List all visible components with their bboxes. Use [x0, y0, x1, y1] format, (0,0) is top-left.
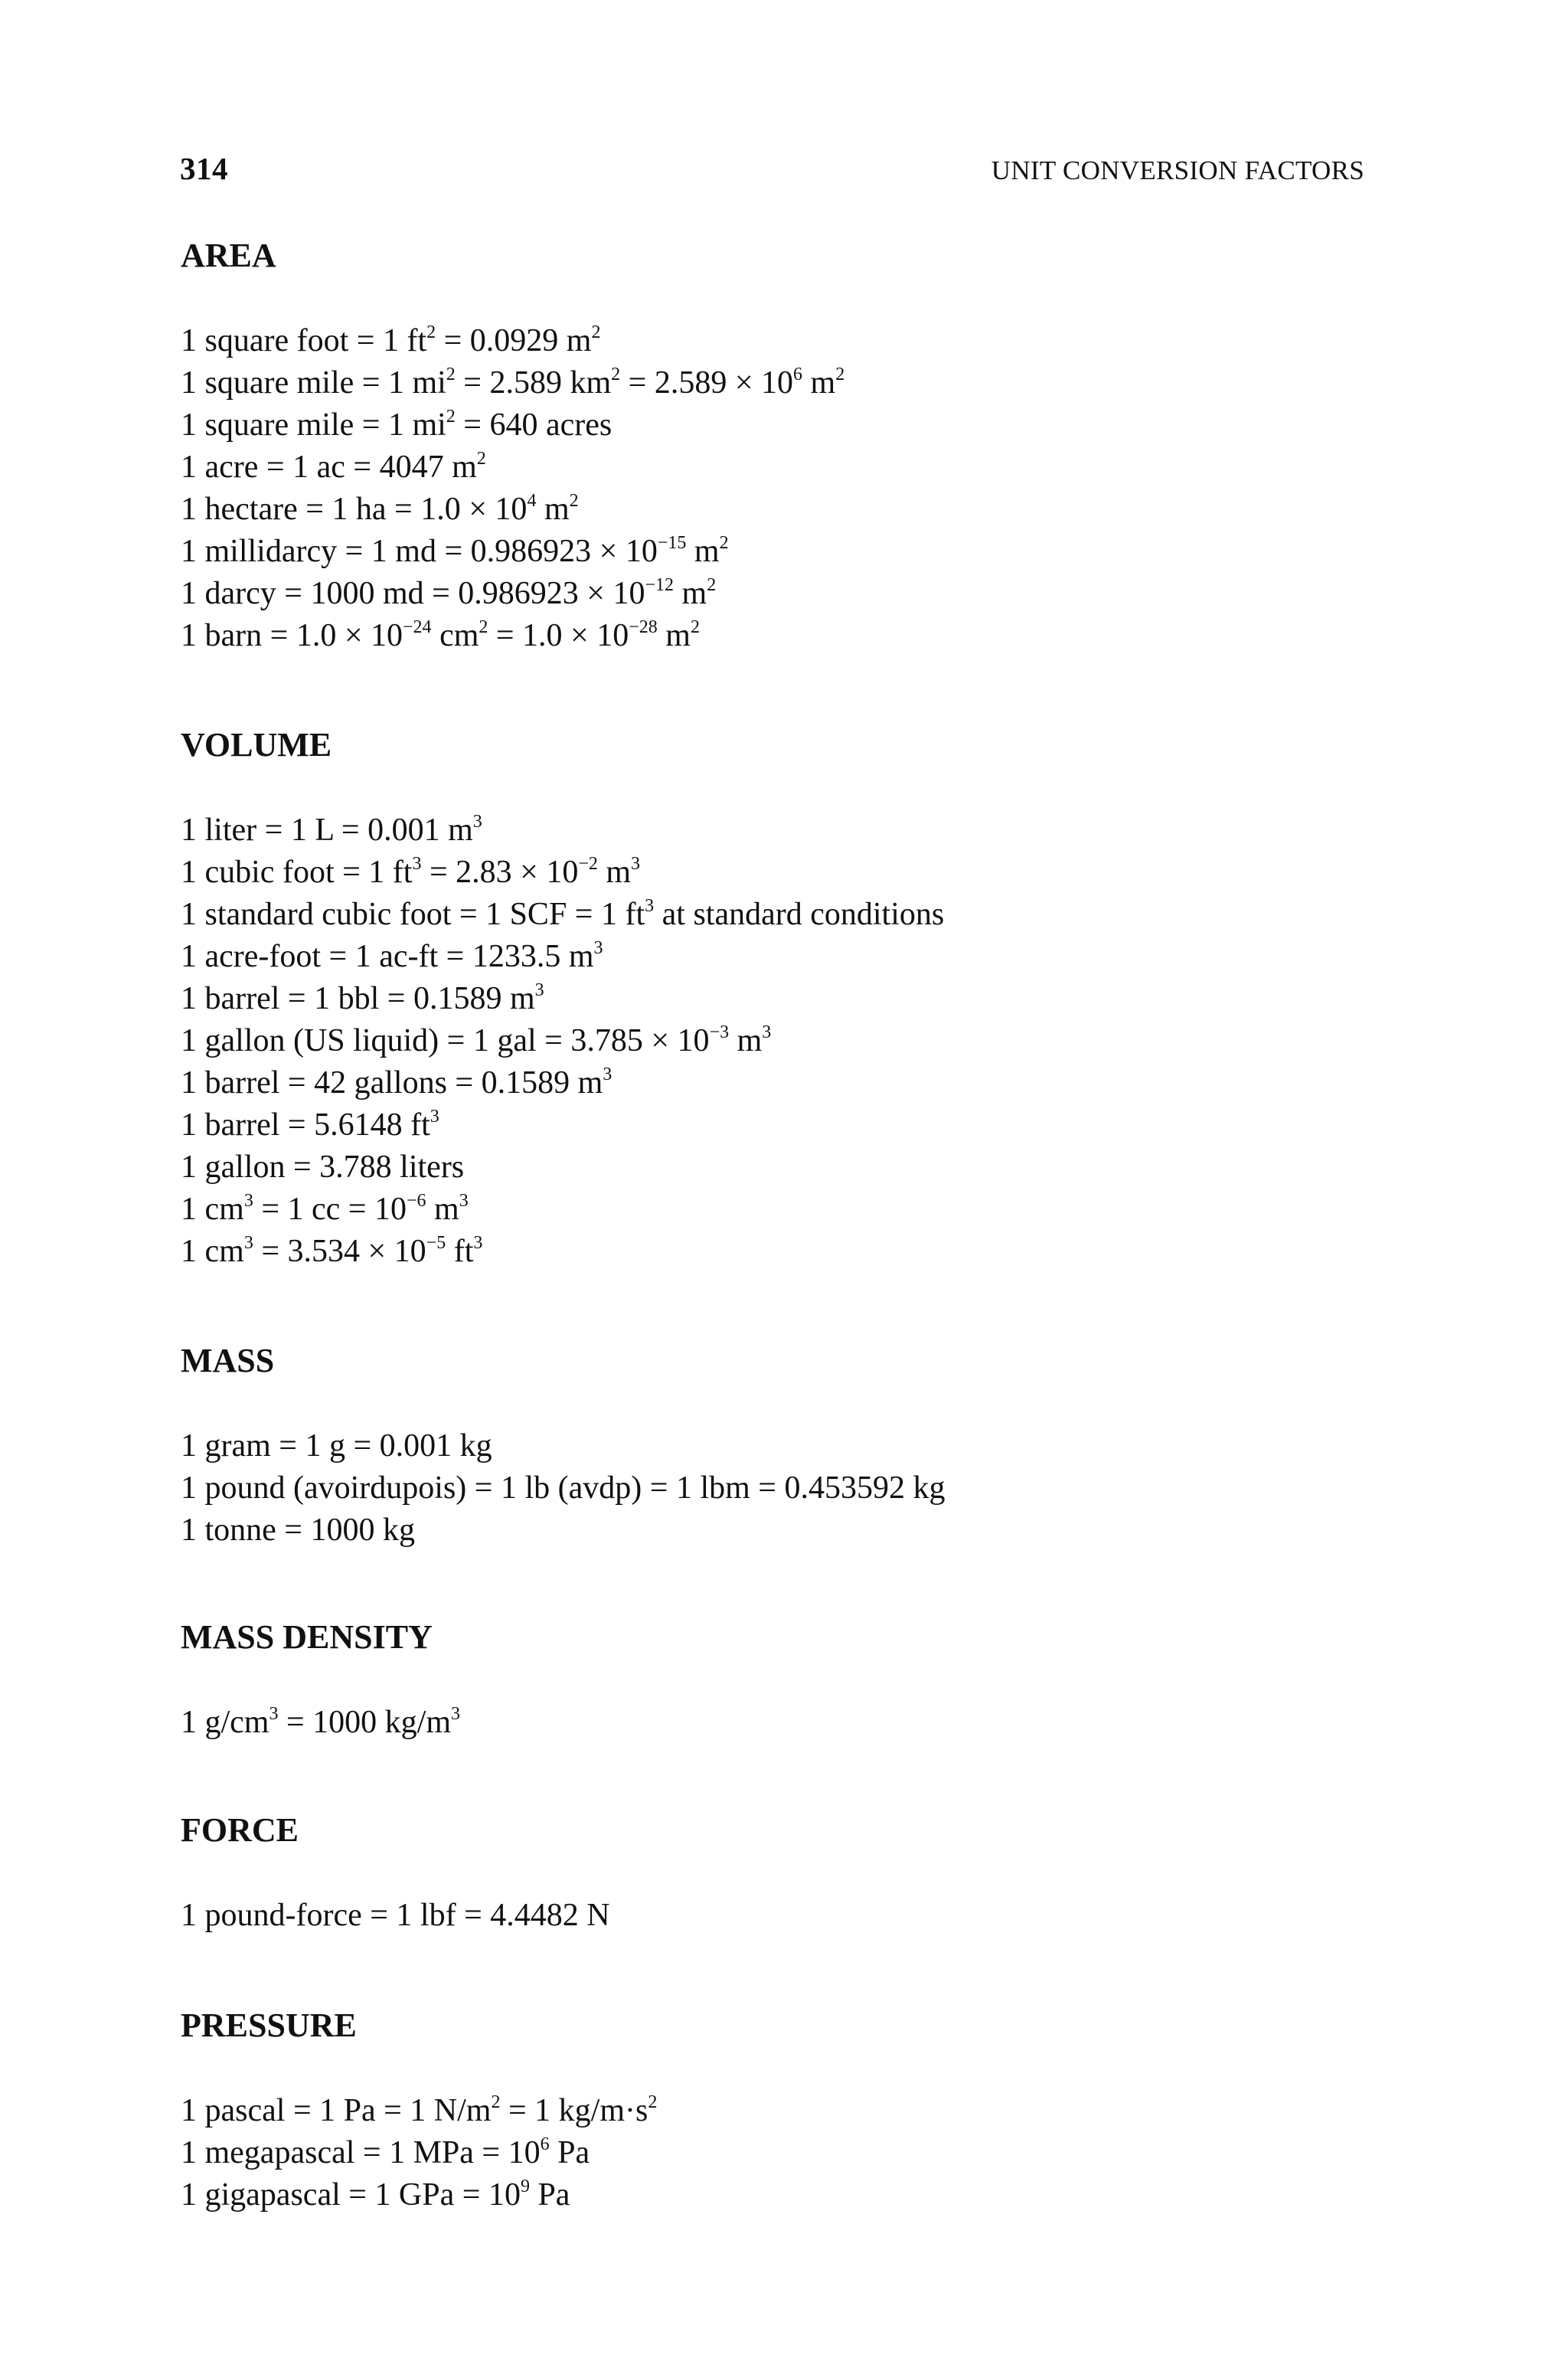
conversion-line	[181, 894, 1375, 936]
text-run: 1 gram = 1 g = 0.001 kg	[181, 1428, 492, 1464]
text-run: 1 darcy = 1000 md = 0.986923 × 10	[181, 576, 645, 611]
conversion-line	[181, 1062, 1375, 1104]
text-run: ft	[446, 1234, 474, 1269]
section-pressure	[181, 2006, 1375, 2216]
conversion-line	[181, 615, 1375, 657]
conversion-list	[181, 810, 1375, 1273]
conversion-list	[181, 1425, 1375, 1552]
conversion-line	[181, 1231, 1375, 1273]
text-run: = 640 acres	[455, 407, 612, 443]
running-title: UNIT CONVERSION FACTORS	[991, 155, 1364, 185]
text-run: 1 hectare = 1 ha = 1.0 × 10	[181, 492, 528, 527]
text-run: m	[657, 618, 691, 653]
superscript: 3	[412, 854, 422, 874]
superscript: 3	[472, 812, 482, 832]
superscript: 3	[762, 1022, 772, 1042]
conversion-line	[181, 362, 1375, 404]
section-force	[181, 1810, 1375, 1937]
superscript: −28	[629, 617, 658, 637]
superscript: 2	[648, 2092, 658, 2112]
text-run: 1 cm	[181, 1234, 244, 1269]
superscript: 6	[540, 2134, 550, 2154]
section-title: MASS DENSITY	[181, 1618, 433, 1656]
superscript: 2	[707, 575, 717, 595]
superscript: 3	[243, 1233, 253, 1253]
text-run: 1 square foot = 1 ft	[181, 323, 427, 358]
text-run: = 0.0929 m	[436, 323, 592, 358]
superscript: 2	[719, 533, 729, 553]
superscript: 2	[479, 617, 488, 637]
text-run: 1 gallon (US liquid) = 1 gal = 3.785 × 10	[181, 1023, 710, 1058]
text-run: 1 acre-foot = 1 ac-ft = 1233.5 m	[181, 939, 594, 974]
conversion-line	[181, 2132, 1375, 2174]
text-run: 1 millidarcy = 1 md = 0.986923 × 10	[181, 534, 658, 569]
conversion-line	[181, 320, 1375, 362]
superscript: 3	[631, 854, 641, 874]
text-run: 1 gallon = 3.788 liters	[181, 1150, 465, 1185]
text-run: m	[536, 492, 570, 527]
superscript: 3	[451, 1704, 461, 1724]
superscript: 4	[527, 491, 537, 511]
conversion-line	[181, 810, 1375, 852]
section-title: AREA	[181, 237, 276, 274]
conversion-line	[181, 1509, 1375, 1552]
conversion-line	[181, 1425, 1375, 1467]
superscript: 3	[243, 1191, 253, 1211]
conversion-list	[181, 1702, 1375, 1744]
section-area	[181, 236, 1375, 657]
superscript: −6	[406, 1191, 426, 1211]
text-run: = 2.589 × 10	[620, 365, 794, 401]
text-run: at standard conditions	[654, 897, 945, 932]
conversion-line	[181, 936, 1375, 978]
text-run: 1 square mile = 1 mi	[181, 407, 446, 443]
text-run: = 2.589 km	[455, 365, 612, 401]
conversion-line	[181, 573, 1375, 615]
text-run: 1 megapascal = 1 MPa = 10	[181, 2135, 541, 2170]
superscript: −5	[426, 1233, 446, 1253]
text-run: m	[802, 365, 836, 401]
text-run: = 1000 kg/m	[278, 1705, 452, 1740]
conversion-line	[181, 446, 1375, 489]
superscript: 3	[459, 1191, 469, 1211]
conversion-line	[181, 2174, 1375, 2216]
text-run: cm	[431, 618, 479, 653]
text-run: = 1 kg/m·s	[500, 2093, 648, 2128]
text-run: = 3.534 × 10	[253, 1234, 426, 1269]
text-run: 1 barrel = 5.6148 ft	[181, 1107, 430, 1143]
conversion-line	[181, 1895, 1375, 1937]
section-volume	[181, 725, 1375, 1273]
text-run: 1 pascal = 1 Pa = 1 N/m	[181, 2093, 492, 2128]
conversion-line	[181, 2090, 1375, 2132]
section-title: MASS	[181, 1342, 275, 1379]
text-run: 1 barn = 1.0 × 10	[181, 618, 403, 653]
superscript: 3	[269, 1704, 279, 1724]
text-run: 1 acre = 1 ac = 4047 m	[181, 450, 477, 485]
superscript: 3	[603, 1065, 612, 1084]
section-title: FORCE	[181, 1811, 299, 1849]
conversion-list	[181, 2090, 1375, 2216]
superscript: 2	[690, 617, 700, 637]
superscript: −15	[657, 533, 687, 553]
superscript: −2	[578, 854, 598, 874]
superscript: 6	[793, 365, 803, 384]
section-mass-density	[181, 1617, 1375, 1744]
conversion-line	[181, 1146, 1375, 1189]
text-run: 1 standard cubic foot = 1 SCF = 1 ft	[181, 897, 645, 932]
superscript: 3	[593, 938, 603, 958]
superscript: −3	[709, 1022, 730, 1042]
superscript: 2	[476, 449, 486, 469]
page-number: 314	[180, 151, 228, 186]
conversion-line	[181, 531, 1375, 573]
superscript: 3	[645, 896, 655, 916]
section-title: PRESSURE	[181, 2007, 357, 2044]
superscript: 2	[569, 491, 579, 511]
conversion-line	[181, 852, 1375, 894]
text-run: 1 barrel = 1 bbl = 0.1589 m	[181, 981, 535, 1016]
text-run: m	[674, 576, 707, 611]
text-run: Pa	[549, 2135, 590, 2170]
conversion-line	[181, 1467, 1375, 1509]
superscript: 3	[430, 1107, 439, 1127]
text-run: Pa	[529, 2177, 570, 2213]
conversion-line	[181, 404, 1375, 446]
text-run: 1 tonne = 1000 kg	[181, 1513, 415, 1548]
conversion-list	[181, 320, 1375, 657]
text-run: m	[597, 855, 632, 890]
superscript: −24	[403, 617, 432, 637]
superscript: 9	[520, 2177, 530, 2196]
conversion-line	[181, 1020, 1375, 1062]
conversion-line	[181, 1104, 1375, 1146]
text-run: 1 liter = 1 L = 0.001 m	[181, 813, 473, 848]
conversion-line	[181, 978, 1375, 1020]
text-run: 1 pound (avoirdupois) = 1 lb (avdp) = 1 lbm = 0.453592 kg	[181, 1470, 946, 1506]
superscript: 3	[473, 1233, 483, 1253]
text-run: 1 cm	[181, 1192, 244, 1227]
page-header	[180, 150, 1364, 196]
text-run: 1 barrel = 42 gallons = 0.1589 m	[181, 1065, 603, 1101]
text-run: 1 square mile = 1 mi	[181, 365, 446, 401]
text-run: m	[729, 1023, 763, 1058]
superscript: 2	[591, 322, 601, 342]
text-run: 1 gigapascal = 1 GPa = 10	[181, 2177, 521, 2213]
text-run: 1 cubic foot = 1 ft	[181, 855, 413, 890]
section-title: VOLUME	[181, 726, 332, 764]
text-run: 1 pound-force = 1 lbf = 4.4482 N	[181, 1898, 610, 1933]
superscript: 2	[835, 365, 845, 384]
superscript: −12	[645, 575, 675, 595]
superscript: 2	[426, 322, 436, 342]
superscript: 2	[446, 407, 456, 427]
section-mass	[181, 1341, 1375, 1552]
text-run: 1 g/cm	[181, 1705, 270, 1740]
superscript: 2	[611, 365, 621, 384]
text-run: = 2.83 × 10	[421, 855, 579, 890]
superscript: 2	[446, 365, 456, 384]
conversion-line	[181, 1189, 1375, 1231]
conversion-list	[181, 1895, 1375, 1937]
text-run: = 1 cc = 10	[253, 1192, 407, 1227]
text-run: m	[426, 1192, 459, 1227]
superscript: 3	[534, 980, 544, 1000]
conversion-line	[181, 1702, 1375, 1744]
conversion-line	[181, 489, 1375, 531]
text-run: = 1.0 × 10	[488, 618, 629, 653]
superscript: 2	[491, 2092, 501, 2112]
text-run: m	[686, 534, 720, 569]
